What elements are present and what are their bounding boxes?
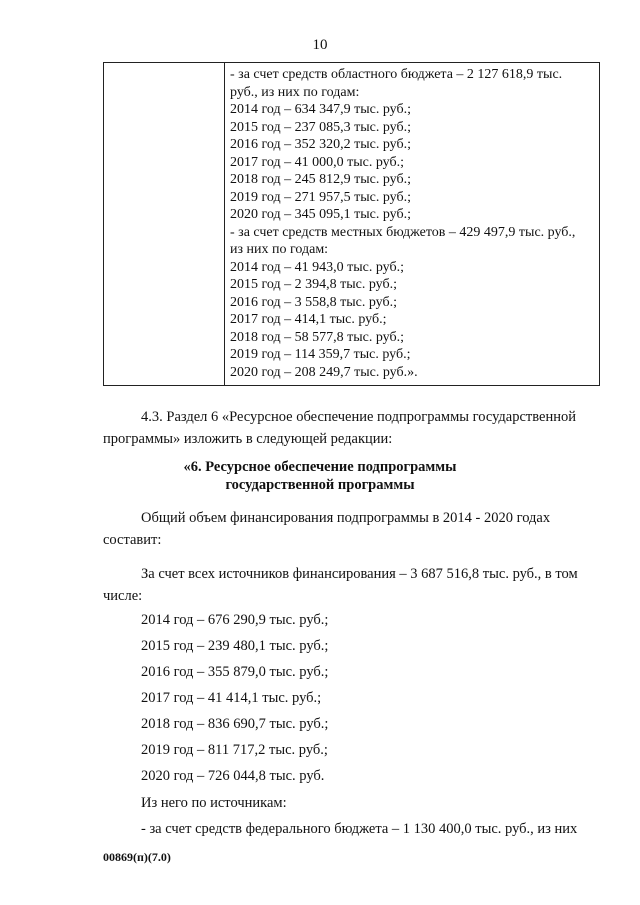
table-right-cell (225, 63, 600, 386)
funding-table (103, 62, 600, 386)
year-line: 2018 год – 836 690,7 тыс. руб.; (141, 716, 329, 732)
all-sources-line2: числе: (103, 588, 143, 604)
document-code: 00869(п)(7.0) (103, 850, 171, 864)
cell-line: 2017 год – 41 000,0 тыс. руб.; (230, 154, 404, 170)
cell-line: 2019 год – 114 359,7 тыс. руб.; (230, 347, 411, 362)
cell-line: 2015 год – 2 394,8 тыс. руб.; (230, 277, 397, 292)
section-heading-line1: «6. Ресурсное обеспечение подпрограммы (183, 459, 457, 475)
section-intro-line2: программы» изложить в следующей редакции: (103, 431, 393, 447)
cell-line: 2020 год – 345 095,1 тыс. руб.; (230, 207, 411, 222)
year-line: 2014 год – 676 290,9 тыс. руб.; (141, 612, 329, 628)
table-left-cell (104, 63, 225, 386)
year-line: 2017 год – 41 414,1 тыс. руб.; (141, 690, 322, 706)
cell-line: руб., из них по годам: (230, 84, 360, 100)
cell-line: 2016 год – 352 320,2 тыс. руб.; (230, 137, 411, 152)
cell-line: 2019 год – 271 957,5 тыс. руб.; (230, 189, 411, 205)
section-heading-line2: государственной программы (225, 477, 415, 493)
section-intro-line1: 4.3. Раздел 6 «Ресурсное обеспечение подпрограммы государственной (141, 409, 576, 425)
cell-line: 2014 год – 634 347,9 тыс. руб.; (230, 102, 411, 117)
cell-line: 2014 год – 41 943,0 тыс. руб.; (230, 259, 404, 275)
all-sources-line1: За счет всех источников финансирования – 3 687 516,8 тыс. руб., в том (141, 566, 578, 582)
year-line: 2015 год – 239 480,1 тыс. руб.; (141, 638, 329, 654)
year-line: 2019 год – 811 717,2 тыс. руб.; (141, 742, 328, 758)
cell-line: 2015 год – 237 085,3 тыс. руб.; (230, 119, 411, 135)
cell-line: 2017 год – 414,1 тыс. руб.; (230, 312, 387, 327)
cell-line: из них по годам: (230, 242, 329, 257)
cell-line: - за счет средств областного бюджета – 2 127 618,9 тыс. (230, 67, 563, 82)
cell-line: 2018 год – 58 577,8 тыс. руб.; (230, 329, 404, 345)
year-line: 2016 год – 355 879,0 тыс. руб.; (141, 664, 329, 680)
total-line2: составит: (103, 532, 162, 548)
by-sources-line: Из него по источникам: (141, 795, 287, 811)
cell-line: - за счет средств местных бюджетов – 429 497,9 тыс. руб., (230, 224, 576, 240)
table-row (104, 63, 600, 386)
cell-line: 2018 год – 245 812,9 тыс. руб.; (230, 172, 411, 187)
cell-line: 2016 год – 3 558,8 тыс. руб.; (230, 294, 397, 310)
year-line: 2020 год – 726 044,8 тыс. руб. (141, 768, 325, 784)
cell-line: 2020 год – 208 249,7 тыс. руб.». (230, 364, 418, 380)
page-number: 10 (312, 37, 328, 53)
total-line1: Общий объем финансирования подпрограммы в 2014 - 2020 годах (141, 510, 551, 526)
federal-line: - за счет средств федерального бюджета – 1 130 400,0 тыс. руб., из них (141, 821, 578, 837)
